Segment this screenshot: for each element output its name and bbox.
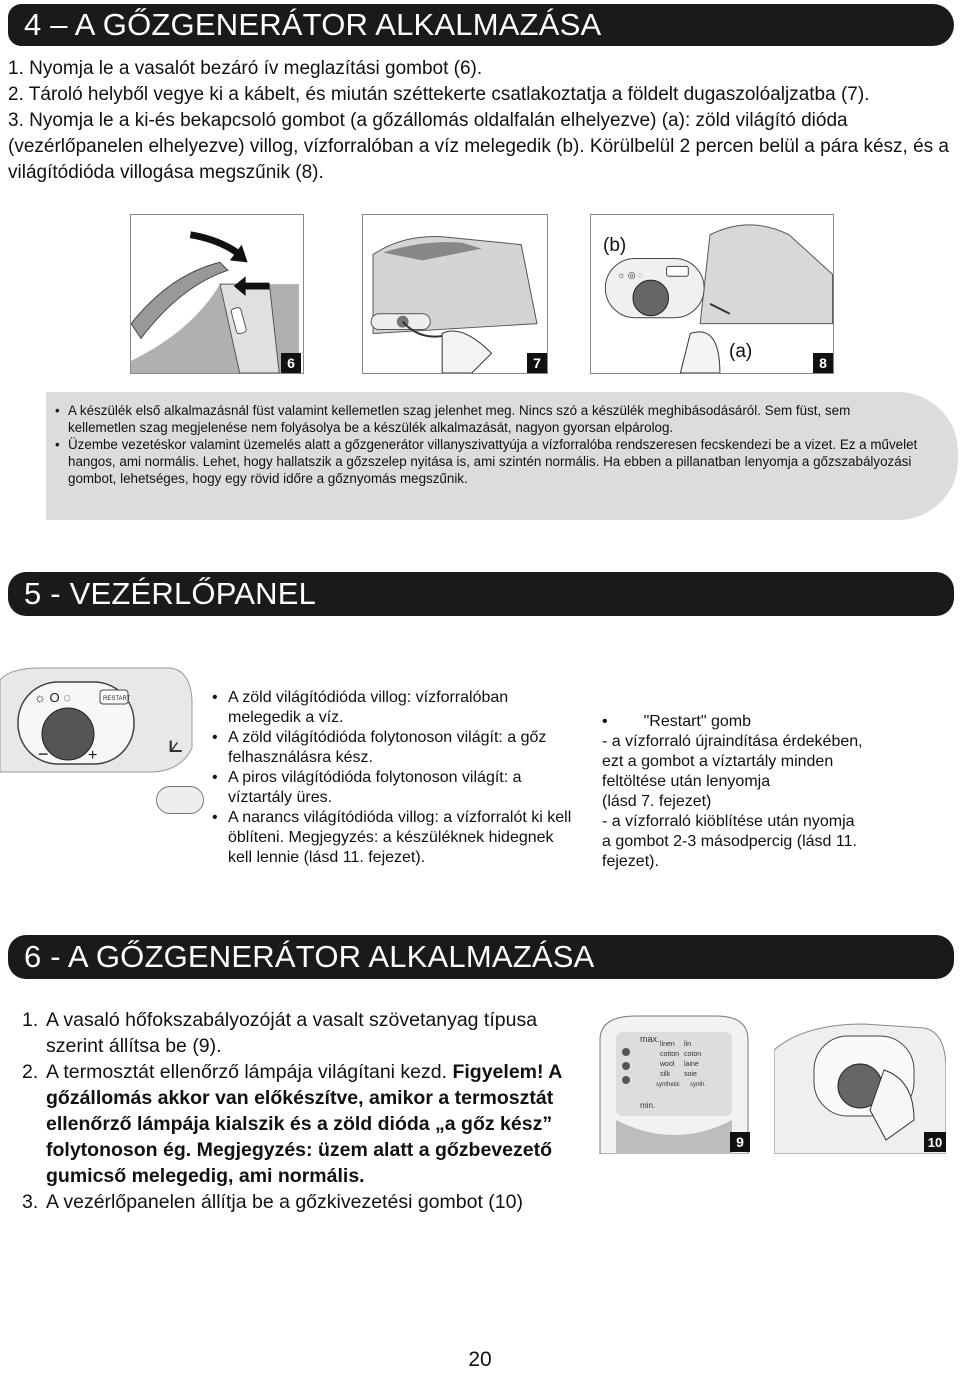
steam-iron-icon: ⟀ (168, 728, 184, 758)
figure-6 (130, 214, 304, 374)
step-2: 2. Tároló helyből vegye ki a kábelt, és miután széttekerte csatlakoztatja a földelt dugaszolóaljzatba (7). (8, 84, 870, 105)
svg-text:☼ O ◌: ☼ O ◌ (34, 690, 71, 705)
descale-icon (156, 786, 204, 814)
svg-text:lin: lin (684, 1041, 692, 1048)
figure-8-number: 8 (813, 353, 833, 373)
label-a: (a) (729, 341, 753, 362)
step-2: 2. A termosztát ellenőrző lámpája világítani kezd. Figyelem! A gőzállomás akkor van előkészítve, amikor a termosztát ellenőrző lámpája kialszik és a zöld dióda „a gőz kész” folytonoson ég. Megjegyzés: üzem alatt a gőzbevezető gumicső melegedig, ami normális. (22, 1061, 562, 1187)
figure-7 (362, 214, 548, 374)
svg-text:synth.: synth. (690, 1082, 707, 1088)
restart-button-info: • "Restart" gomb - a vízforraló újraindítása érdekében, ezt a gombot a víztartály minden feltöltése után lenyomja (lásd 7. fejezet) - a vízforraló kiöblítése után nyomja a gombot 2-3 másodpercig (lásd 11. fejezet). (602, 712, 902, 872)
svg-text:−: − (38, 744, 49, 764)
svg-text:laine: laine (684, 1061, 699, 1068)
figure-10-number: 10 (924, 1132, 946, 1152)
section-6-steps (22, 1007, 567, 1215)
notes-box (46, 392, 958, 520)
svg-text:coton: coton (684, 1051, 702, 1058)
svg-text:wool: wool (660, 1061, 675, 1068)
step-3: 3. A vezérlőpanelen állítja be a gőzkivezetési gombot (10) (22, 1191, 523, 1213)
list-item: • A narancs világítódióda villog: a vízforralót ki kell öblíteni. Megjegyzés: a készüléknek hidegnek kell lennie (lásd 11. fejezet). (212, 809, 572, 866)
figure-9 (596, 1010, 752, 1154)
figure-9-number: 9 (730, 1132, 750, 1152)
step-1: 1. Nyomja le a vasalót bezáró ív meglazítási gombot (6). (8, 58, 483, 79)
section-4-title: 4 – A GŐZGENERÁTOR ALKALMAZÁSA (8, 4, 954, 46)
step-3: 3. Nyomja le a ki-és bekapcsoló gombot (a gőzállomás oldalfalán elhelyezve) (a): zöld világító dióda (vezérlőpanelen elhelyezve) villog, vízforralóban a víz melegedik (b). Körülbelül 2 percen belül a pára kész, és a világítódióda villogása megszűnik (8). (8, 110, 950, 183)
svg-text:min.: min. (640, 1101, 656, 1110)
led-indicator-list (212, 688, 572, 868)
control-panel-illustration (0, 660, 200, 780)
figure-row-6-7-8 (130, 214, 834, 378)
step-1: 1. A vasaló hőfokszabályozóját a vasalt szövetanyag típusa szerint állítsa be (9). (22, 1009, 538, 1057)
figure-10 (774, 1010, 946, 1154)
list-item: • A zöld világítódióda villog: vízforralóban melegedik a víz. (212, 689, 509, 726)
iron-release-illustration (131, 215, 303, 373)
cable-plug-illustration (363, 215, 547, 373)
svg-text:linen: linen (660, 1041, 675, 1048)
svg-text:cotton: cotton (660, 1051, 680, 1058)
power-button-illustration (591, 215, 833, 373)
svg-text:soie: soie (684, 1071, 697, 1078)
figure-6-number: 6 (281, 353, 301, 373)
svg-text:☼ ◎ ◌: ☼ ◎ ◌ (617, 270, 644, 281)
list-item: • A piros világítódióda folytonoson világít: a víztartály üres. (212, 769, 522, 806)
list-item: • A zöld világítódióda folytonoson világít: a gőz felhasználásra kész. (212, 729, 547, 766)
figure-7-number: 7 (527, 353, 547, 373)
section-6-title: 6 - A GŐZGENERÁTOR ALKALMAZÁSA (8, 935, 954, 979)
figure-8 (590, 214, 834, 374)
svg-text:synthetic: synthetic (656, 1082, 680, 1088)
label-b: (b) (603, 235, 627, 256)
svg-text:silk: silk (660, 1071, 671, 1078)
restart-title: • "Restart" gomb (602, 713, 752, 730)
svg-text:max.: max. (640, 1034, 660, 1044)
section-5-title: 5 - VEZÉRLŐPANEL (8, 572, 954, 616)
page-number: 20 (468, 1348, 492, 1371)
section-4-steps (8, 56, 953, 186)
restart-label: RESTART (103, 696, 131, 702)
svg-text:+: + (88, 747, 98, 764)
note-item: • A készülék első alkalmazásnál füst valamint kellemetlen szag jelenhet meg. Nincs szó a készülék meghibásodásáról. Sem füst, sem kellemetlen szag megjelenése nem folyásolya be a készülék alkalmazását, nagyon gyorsan elpárolog. (55, 403, 851, 435)
note-item: • Üzembe vezetéskor valamint üzemelés alatt a gőzgenerátor villanyszivattyúja a vízforralóba rendszeresen fecskendezi be a vizet. Ez a művelet hangos, ami normális. Lehet, hogy hallatszik a gőzszelep nyitása is, ami szintén normális. Ha ebben a pillanatban lenyomja a gőzszabályozási gombot, lehetséges, hogy egy rövid időre a gőznyomás megszűnik. (55, 437, 918, 486)
